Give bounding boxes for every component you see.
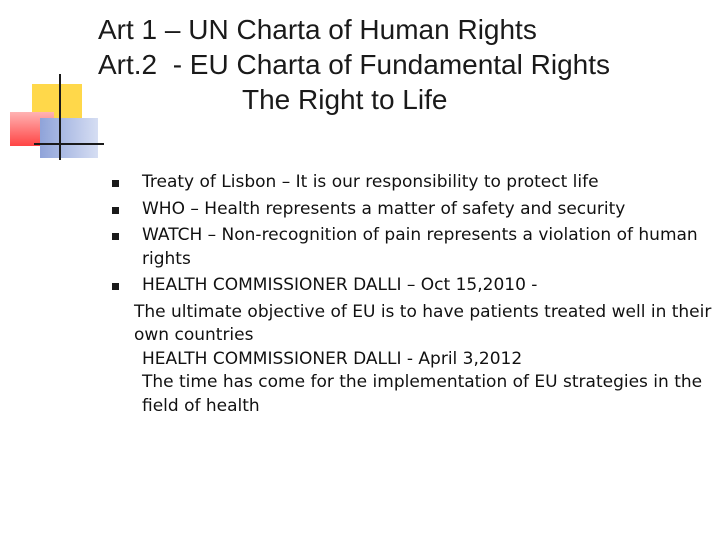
title-line-2: Art.2 - EU Charta of Fundamental Rights: [98, 49, 610, 80]
square-bullet-icon: [112, 180, 119, 187]
slide-title: [98, 12, 708, 117]
bullet-item: [112, 198, 712, 222]
bullet-text: WHO – Health represents a matter of safety and security: [142, 198, 626, 219]
decorative-blue-square: [40, 118, 98, 158]
title-line-3: The Right to Life: [242, 84, 448, 115]
decorative-horizontal-line: [34, 143, 104, 145]
square-bullet-icon: [112, 207, 119, 214]
quote-text: The ultimate objective of EU is to have patients treated well in their own countries: [134, 301, 712, 345]
sub-heading-text: HEALTH COMMISSIONER DALLI - April 3,2012: [142, 348, 523, 369]
decorative-vertical-line: [59, 74, 61, 160]
quote-text: The time has come for the implementation of EU strategies in the field of health: [142, 372, 703, 416]
bullet-item: [112, 274, 712, 298]
bullet-text: Treaty of Lisbon – It is our responsibility to protect life: [142, 172, 599, 192]
title-line-1: Art 1 – UN Charta of Human Rights: [98, 14, 537, 45]
square-bullet-icon: [112, 283, 119, 290]
bullet-text: HEALTH COMMISSIONER DALLI – Oct 15,2010 -: [142, 275, 538, 295]
bullet-text: WATCH – Non-recognition of pain represents a violation of human rights: [142, 225, 698, 269]
bullet-item: [112, 171, 712, 195]
bullet-item: [112, 224, 712, 271]
slide-body: [112, 171, 712, 418]
square-bullet-icon: [112, 233, 119, 240]
